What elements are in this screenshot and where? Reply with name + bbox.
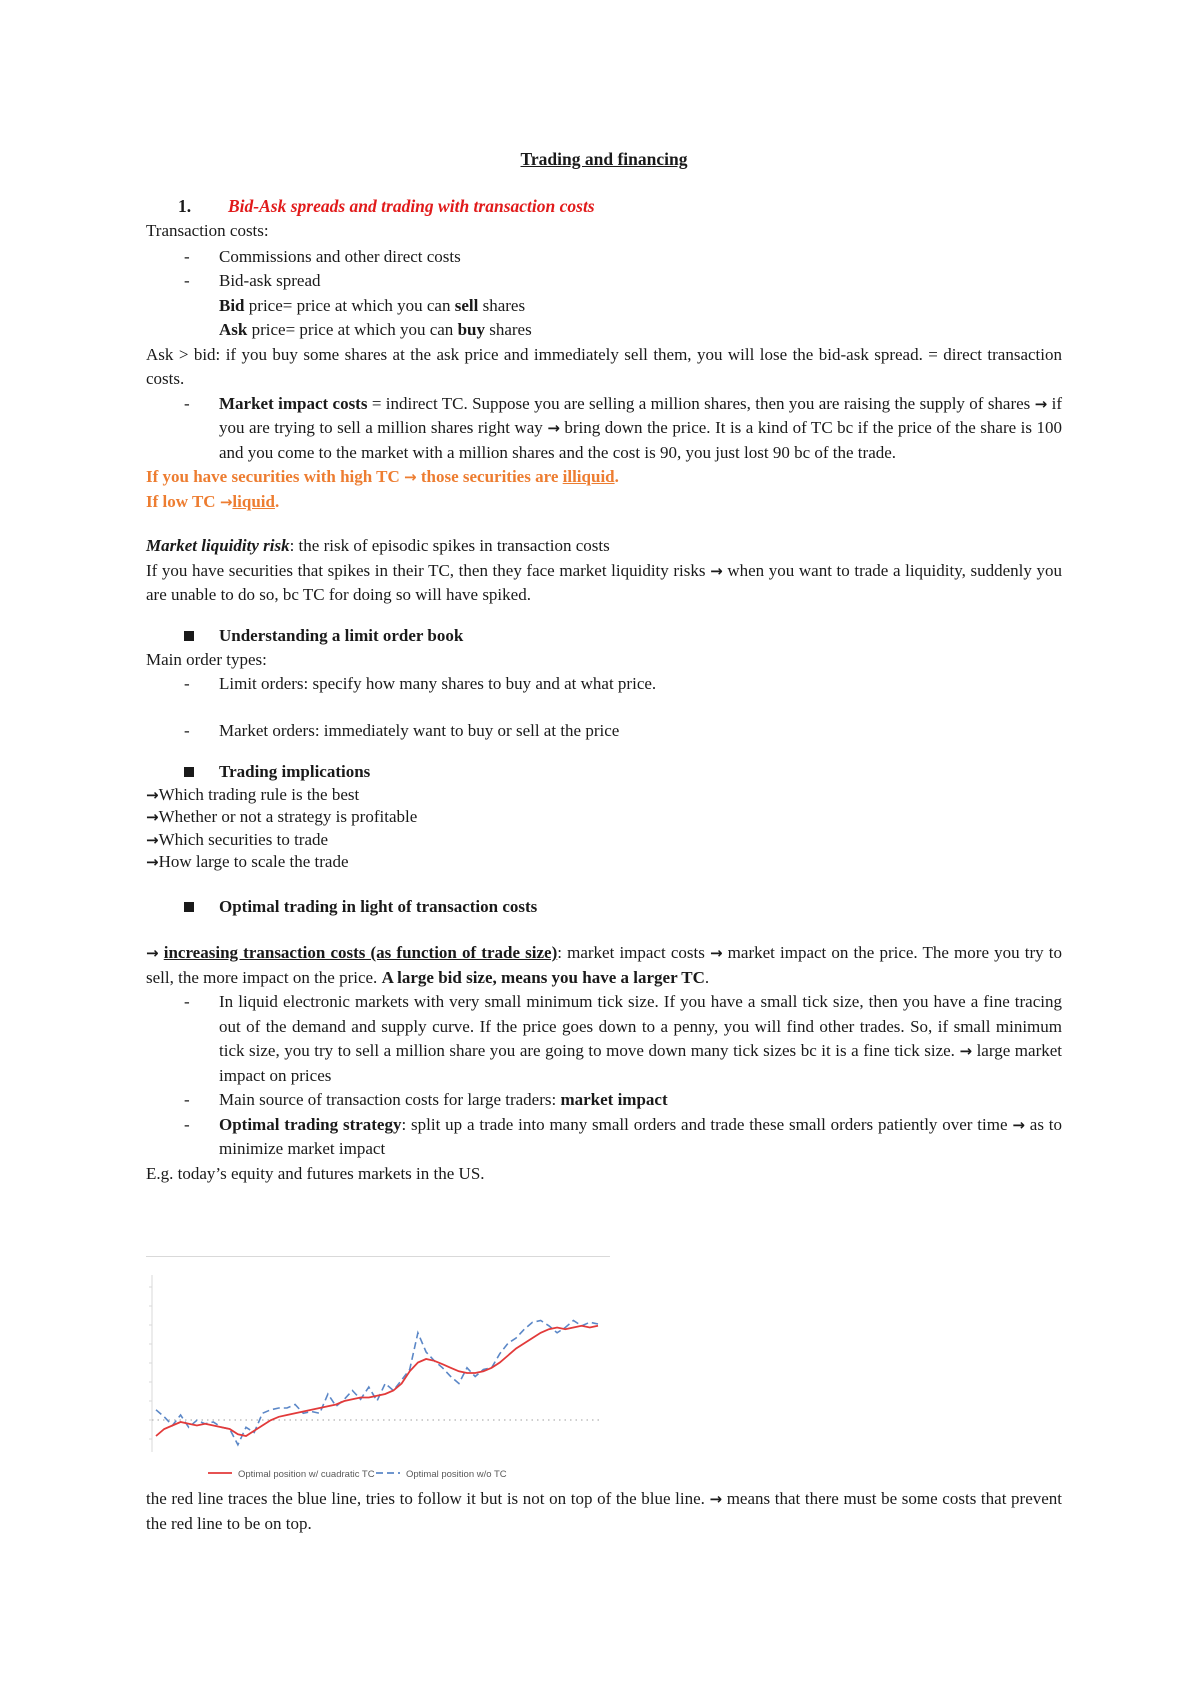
- ask-gt-bid-paragraph: Ask > bid: if you buy some shares at the ask price and immediately sell them, you will lose the bid-ask spread. = direct transaction costs.: [146, 344, 1062, 388]
- arrow-right-icon: →: [146, 785, 159, 804]
- optimal-strategy-item: - Optimal trading strategy: split up a trade into many small orders and trade these small orders patiently over time → as to minimize market impact: [184, 1114, 1062, 1158]
- arrow-right-icon: →: [547, 419, 560, 437]
- optimal-trading-body: [146, 941, 1062, 1186]
- arrow-right-icon: →: [219, 492, 233, 511]
- increasing-tc-paragraph: → increasing transaction costs (as function of trade size): market impact costs → market impact on the price. The more you try to sell, the more impact on the price. A large bid size, means you have a larger TC.: [146, 943, 1062, 987]
- market-liquidity-risk-block: [146, 534, 1062, 608]
- subheading-trading-implications: Trading implications: [146, 760, 1062, 785]
- transaction-costs-block: [146, 219, 1062, 514]
- arrow-right-icon: →: [709, 944, 723, 962]
- subheading-limit-order-book: Understanding a limit order book: [146, 624, 1062, 649]
- list-item: - Commissions and other direct costs: [184, 246, 461, 266]
- chart-explanation: the red line traces the blue line, tries to follow it but is not on top of the blue line. → means that there must be some costs that prevent the red line to be on top.: [146, 1489, 1063, 1533]
- arrow-right-icon: →: [404, 468, 417, 486]
- arrow-right-icon: →: [146, 853, 159, 871]
- legend-label: Optimal position w/o TC: [406, 1469, 507, 1480]
- arrow-right-icon: →: [710, 561, 723, 580]
- series-lines: [156, 1321, 598, 1445]
- high-tc-note: If you have securities with high TC → those securities are illiquid.: [146, 467, 619, 486]
- order-types-intro: Main order types:: [146, 649, 267, 669]
- market-impact-costs-item: - Market impact costs = indirect TC. Suppose you are selling a million shares, then you are raising the supply of shares → if you are trying to sell a million shares right way → bring down the price. It is a kind of TC bc if the price of the share is 100 and you come to the market with a million shares and the cost is 90, you just lost 90 bc of the trade.: [184, 393, 1062, 462]
- chart-legend: [208, 1469, 507, 1480]
- square-bullet-icon: [184, 631, 194, 641]
- list-item: →Which trading rule is the best: [146, 784, 360, 804]
- low-tc-note: If low TC →liquid.: [146, 491, 280, 511]
- list-item: - Limit orders: specify how many shares to buy and at what price.: [184, 674, 657, 693]
- square-bullet-icon: [184, 767, 194, 777]
- trading-implications-block: [146, 760, 1062, 875]
- list-item: - Bid-ask spread: [184, 271, 321, 290]
- arrow-right-icon: →: [146, 808, 159, 826]
- arrow-right-icon: →: [1012, 1115, 1025, 1134]
- section-heading-text: Bid-Ask spreads and trading with transaction costs: [228, 196, 595, 216]
- liquid-markets-item: - In liquid electronic markets with very small minimum tick size. If you have a small tick size, then you have a fine tracing out of the demand and supply curve. If the price goes down to a penny, you will find other trades. So, if small minimum tick size, you try to sell a million share you are going to move down many tick sizes bc it is a fine tick size. → large market impact on prices: [184, 992, 1062, 1085]
- document-title: Trading and financing: [520, 149, 688, 169]
- bid-price-def: Bid price= price at which you can sell shares: [219, 295, 526, 315]
- optimal-trading-block: [146, 895, 1062, 920]
- position-line-chart: [146, 1257, 616, 1482]
- list-item: →How large to scale the trade: [146, 852, 349, 871]
- mlr-paragraph: If you have securities that spikes in their TC, then they face market liquidity risks → when you want to trade a liquidity, suddenly you are unable to do so, bc TC for doing so will have spiked.: [146, 560, 1062, 604]
- square-bullet-icon: [184, 902, 194, 912]
- list-item: →Which securities to trade: [146, 829, 329, 849]
- section-1-heading: [146, 194, 595, 219]
- arrow-right-icon: →: [1034, 394, 1048, 413]
- list-item: →Whether or not a strategy is profitable: [146, 807, 418, 826]
- section-number: 1.: [178, 196, 192, 216]
- main-source-item: - Main source of transaction costs for large traders: market impact: [184, 1090, 668, 1109]
- list-item: - Market orders: immediately want to buy or sell at the price: [184, 720, 620, 740]
- legend-label: Optimal position w/ cuadratic TC: [238, 1469, 375, 1480]
- example-line: E.g. today’s equity and futures markets in the US.: [146, 1163, 485, 1183]
- arrow-right-icon: →: [709, 1490, 723, 1508]
- arrow-right-icon: →: [146, 944, 159, 962]
- limit-order-book-block: [146, 624, 1062, 743]
- subheading-optimal-trading: Optimal trading in light of transaction costs: [146, 895, 1062, 920]
- ask-price-def: Ask price= price at which you can buy shares: [219, 320, 532, 339]
- arrow-right-icon: →: [146, 830, 159, 849]
- mlr-definition: Market liquidity risk: the risk of episodic spikes in transaction costs: [146, 536, 610, 555]
- arrow-right-icon: →: [959, 1042, 973, 1060]
- tc-intro: Transaction costs:: [146, 221, 269, 240]
